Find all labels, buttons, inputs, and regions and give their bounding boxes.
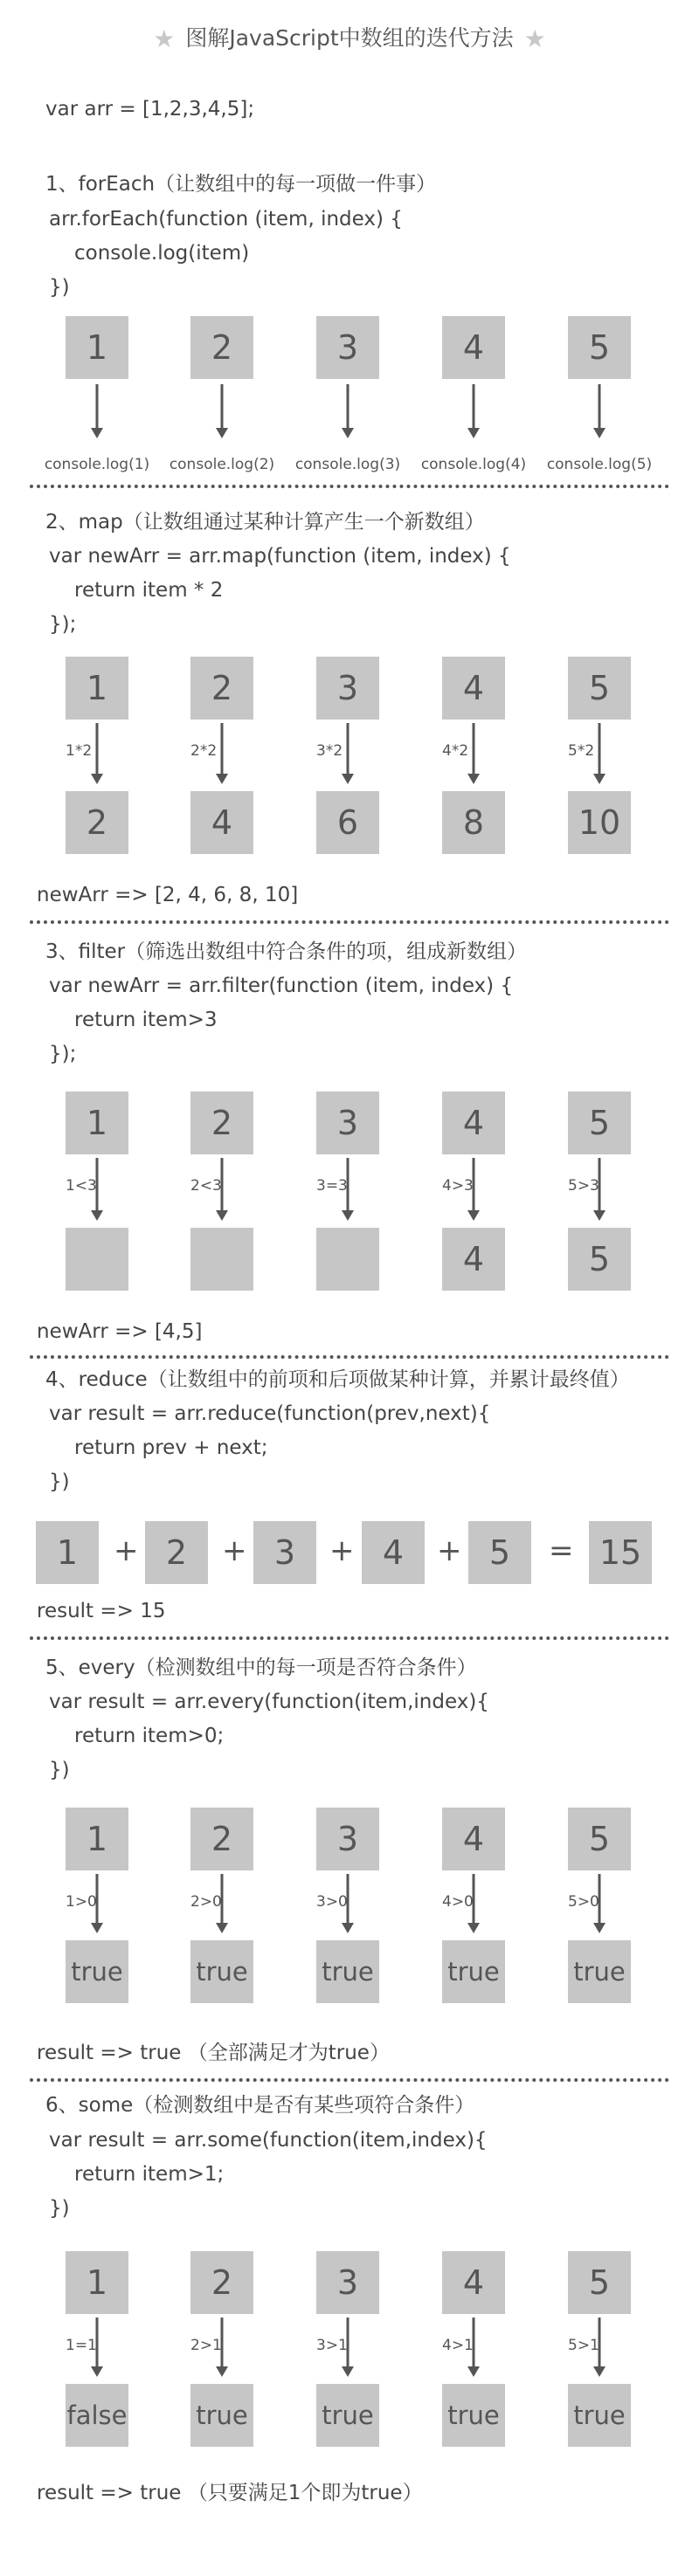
output-box [316, 1228, 379, 1291]
code-line: }); [49, 1043, 77, 1065]
input-box: 4 [442, 1808, 505, 1870]
arrow-label: 5>0 [568, 1893, 599, 1911]
reduce-value-box: 2 [145, 1521, 208, 1584]
reduce-value-box: 5 [468, 1521, 531, 1584]
input-box: 1 [66, 657, 128, 720]
section-divider [30, 1355, 669, 1359]
equals-operator: = [549, 1533, 574, 1568]
output-box: true [442, 1940, 505, 2003]
output-label: console.log(5) [546, 456, 653, 473]
star-icon: ★ [523, 24, 546, 53]
input-box: 5 [568, 657, 631, 720]
input-box: 5 [568, 1092, 631, 1154]
arrow-label: 4*2 [442, 742, 469, 760]
output-box: false [66, 2384, 128, 2447]
input-box: 4 [442, 1092, 505, 1154]
input-box: 1 [66, 316, 128, 379]
star-icon: ★ [153, 24, 176, 53]
input-box: 3 [316, 657, 379, 720]
reduce-value-box: 4 [362, 1521, 425, 1584]
input-box: 3 [316, 316, 379, 379]
output-box: true [316, 1940, 379, 2003]
section-divider [30, 1636, 669, 1640]
arrow-label: 4>0 [442, 1893, 474, 1911]
code-line: var newArr = arr.filter(function (item, index) { [49, 975, 514, 997]
output-box: 8 [442, 791, 505, 854]
output-label: console.log(1) [44, 456, 150, 473]
down-arrow-icon [467, 384, 481, 438]
input-box: 3 [316, 1092, 379, 1154]
output-box: true [442, 2384, 505, 2447]
arrow-label: 3>0 [316, 1893, 348, 1911]
arrow-label: 4>1 [442, 2337, 474, 2354]
down-arrow-icon [467, 723, 481, 784]
code-line: }) [49, 2197, 70, 2220]
output-box: 4 [190, 791, 253, 854]
input-box: 5 [568, 316, 631, 379]
reduce-value-box: 1 [36, 1521, 99, 1584]
arrow-label: 2*2 [190, 742, 218, 760]
section-header: 6、some（检测数组中是否有某些项符合条件） [45, 2094, 475, 2117]
input-box: 5 [568, 2251, 631, 2314]
code-line: var newArr = arr.map(function (item, index) { [49, 545, 511, 568]
code-line: }) [49, 1759, 70, 1781]
down-arrow-icon [592, 723, 606, 784]
input-box: 4 [442, 657, 505, 720]
arrow-label: 5>3 [568, 1177, 599, 1195]
output-box [66, 1228, 128, 1291]
reduce-value-box: 15 [589, 1521, 652, 1584]
down-arrow-icon [90, 384, 104, 438]
output-label: console.log(2) [169, 456, 275, 473]
output-box: 10 [568, 791, 631, 854]
input-box: 1 [66, 1092, 128, 1154]
page-title-text: 图解JavaScript中数组的迭代方法 [185, 25, 514, 51]
arrow-label: 2>0 [190, 1893, 222, 1911]
code-line: var result = arr.some(function(item,index){ [49, 2129, 488, 2152]
code-line: return prev + next; [74, 1436, 268, 1459]
arrow-label: 3=3 [316, 1177, 348, 1195]
result-text: newArr => [4,5] [37, 1320, 203, 1343]
result-text: result => 15 [37, 1600, 166, 1622]
input-box: 4 [442, 316, 505, 379]
arrow-label: 1=1 [66, 2337, 97, 2354]
input-box: 5 [568, 1808, 631, 1870]
section-divider [30, 485, 669, 488]
arrow-label: 2>1 [190, 2337, 222, 2354]
code-line: var result = arr.reduce(function(prev,next){ [49, 1402, 491, 1425]
code-line: arr.forEach(function (item, index) { [49, 208, 403, 231]
plus-operator: + [222, 1533, 247, 1568]
result-text: newArr => [2, 4, 6, 8, 10] [37, 884, 299, 906]
arrow-label: 5>1 [568, 2337, 599, 2354]
output-box: 4 [442, 1228, 505, 1291]
plus-operator: + [114, 1533, 139, 1568]
code-line: }); [49, 613, 77, 636]
down-arrow-icon [215, 723, 229, 784]
code-line: return item>0; [74, 1725, 225, 1747]
arrow-label: 3*2 [316, 742, 343, 760]
result-text: result => true （只要满足1个即为true） [37, 2482, 423, 2504]
input-box: 4 [442, 2251, 505, 2314]
output-box: true [190, 2384, 253, 2447]
input-box: 2 [190, 2251, 253, 2314]
output-label: console.log(3) [294, 456, 401, 473]
code-line: }) [49, 276, 70, 299]
section-header: 4、reduce（让数组中的前项和后项做某种计算，并累计最终值） [45, 1368, 630, 1391]
output-box: true [190, 1940, 253, 2003]
down-arrow-icon [592, 384, 606, 438]
code-line: return item>1; [74, 2163, 225, 2186]
section-divider [30, 2078, 669, 2082]
code-line: console.log(item) [74, 242, 250, 265]
arrow-label: 1*2 [66, 742, 93, 760]
input-box: 2 [190, 316, 253, 379]
arrow-label: 4>3 [442, 1177, 474, 1195]
output-box: true [568, 2384, 631, 2447]
down-arrow-icon [90, 723, 104, 784]
output-box [190, 1228, 253, 1291]
section-header: 5、every（检测数组中的每一项是否符合条件） [45, 1656, 477, 1679]
array-declaration: var arr = [1,2,3,4,5]; [45, 98, 255, 121]
plus-operator: + [437, 1533, 462, 1568]
plus-operator: + [329, 1533, 355, 1568]
code-line: var result = arr.every(function(item,index){ [49, 1691, 489, 1713]
code-line: return item * 2 [74, 579, 224, 602]
output-box: 6 [316, 791, 379, 854]
input-box: 2 [190, 657, 253, 720]
output-box: 5 [568, 1228, 631, 1291]
arrow-label: 1<3 [66, 1177, 97, 1195]
input-box: 1 [66, 2251, 128, 2314]
down-arrow-icon [215, 384, 229, 438]
arrow-label: 2<3 [190, 1177, 222, 1195]
reduce-value-box: 3 [253, 1521, 316, 1584]
input-box: 2 [190, 1092, 253, 1154]
code-line: }) [49, 1471, 70, 1493]
result-text: result => true （全部满足才为true） [37, 2042, 390, 2064]
output-box: true [66, 1940, 128, 2003]
input-box: 3 [316, 2251, 379, 2314]
down-arrow-icon [341, 723, 355, 784]
section-header: 1、forEach（让数组中的每一项做一件事） [45, 173, 437, 196]
arrow-label: 1>0 [66, 1893, 97, 1911]
section-divider [30, 920, 669, 924]
output-box: 2 [66, 791, 128, 854]
output-box: true [568, 1940, 631, 2003]
arrow-label: 3>1 [316, 2337, 348, 2354]
section-header: 2、map（让数组通过某种计算产生一个新数组） [45, 511, 485, 534]
output-box: true [316, 2384, 379, 2447]
section-header: 3、filter（筛选出数组中符合条件的项，组成新数组） [45, 940, 528, 963]
code-line: return item>3 [74, 1009, 218, 1031]
arrow-label: 5*2 [568, 742, 595, 760]
input-box: 1 [66, 1808, 128, 1870]
output-label: console.log(4) [420, 456, 527, 473]
down-arrow-icon [341, 384, 355, 438]
input-box: 3 [316, 1808, 379, 1870]
input-box: 2 [190, 1808, 253, 1870]
